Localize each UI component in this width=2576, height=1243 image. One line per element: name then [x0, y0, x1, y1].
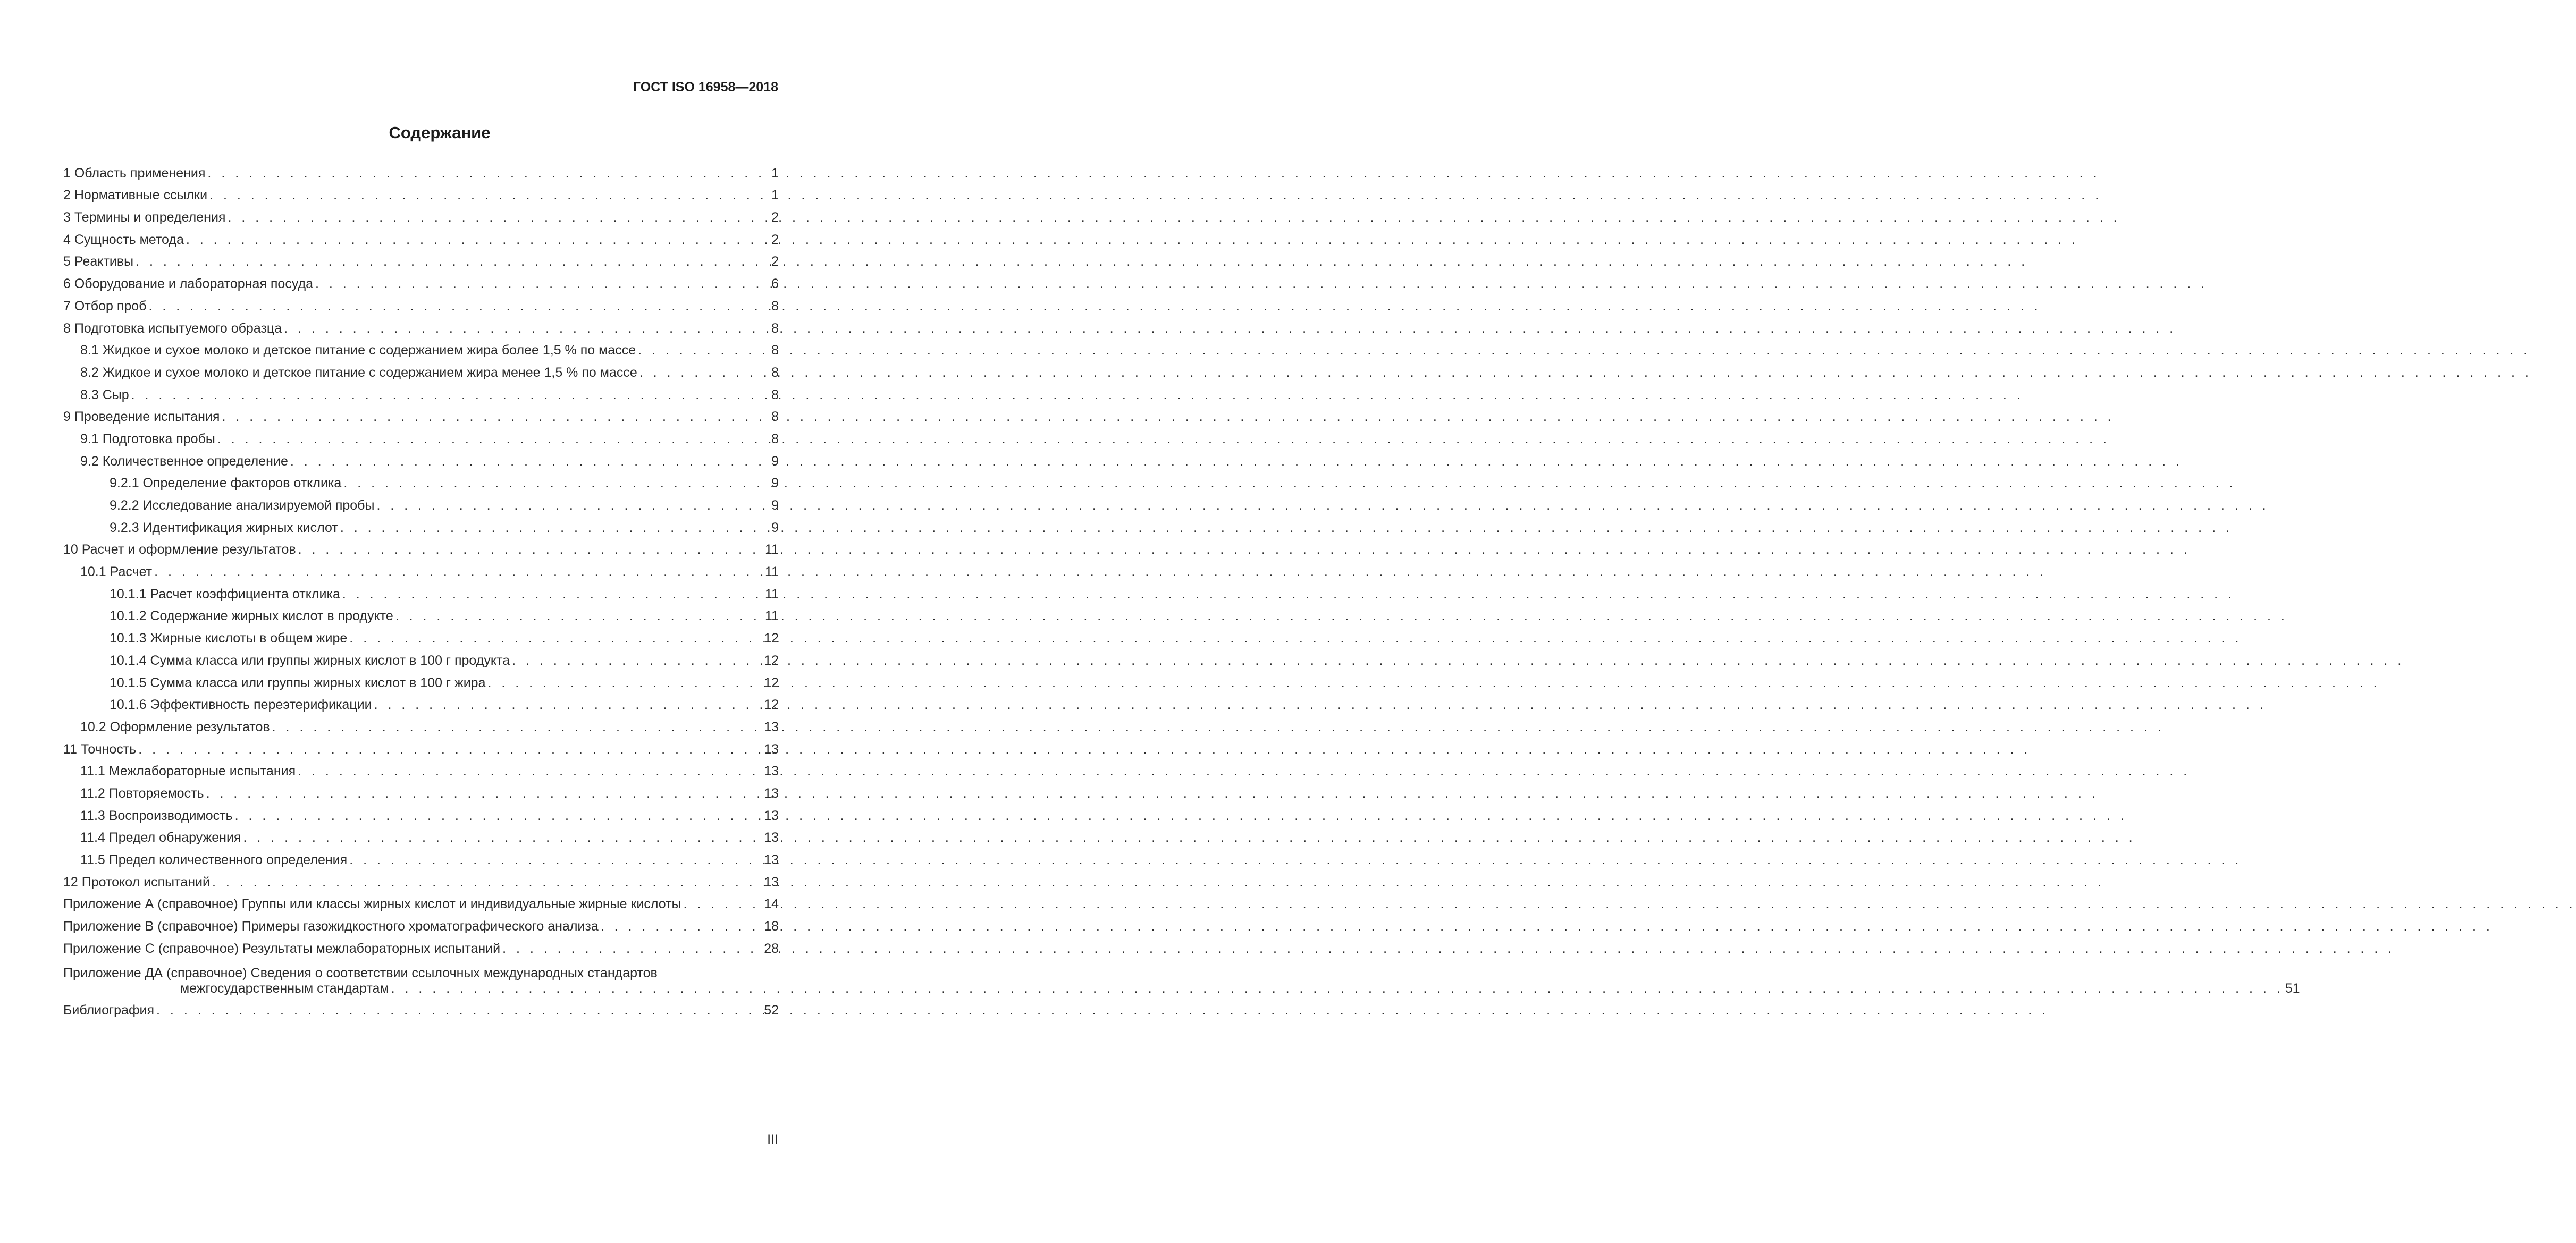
toc-entry[interactable] [63, 358, 779, 380]
toc-entry-page: 8 [771, 431, 779, 446]
toc-entry-page: 8 [771, 298, 779, 314]
leader-dots [272, 720, 763, 735]
toc-entry-page: 8 [771, 343, 779, 358]
toc-entry-page: 12 [764, 675, 779, 690]
toc-entry[interactable] [63, 248, 779, 270]
leader-dots [298, 764, 762, 779]
leader-dots [206, 786, 763, 801]
toc-entry-page: 9 [771, 520, 779, 535]
toc-entry-title: 9.2 Количественное определение [80, 453, 288, 469]
toc-entry-title: 7 Отбор проб [63, 298, 147, 314]
toc-entry-page: 1 [771, 165, 779, 181]
leader-dots [148, 299, 765, 314]
toc-entry-title: 10.1.5 Сумма класса или группы жирных кислот в 100 г жира [110, 675, 486, 690]
toc-entry-page: 28 [764, 941, 779, 956]
leader-dots [235, 808, 763, 824]
toc-entry[interactable] [63, 602, 779, 624]
leader-dots [315, 276, 765, 292]
toc-entry-page: 2 [771, 232, 779, 247]
toc-entry-title: 11.5 Предел количественного определения [80, 852, 348, 867]
toc-entry-title: 8.2 Жидкое и сухое молоко и детское питание с содержанием жира менее 1,5 % по массе [80, 365, 637, 380]
toc-entry-page: 12 [764, 631, 779, 646]
leader-dots [343, 476, 765, 491]
leader-dots [228, 210, 765, 225]
leader-dots [395, 608, 763, 624]
toc-entry[interactable] [63, 735, 779, 757]
toc-entry[interactable] [63, 713, 779, 735]
toc-entry[interactable] [63, 996, 779, 1019]
toc-entry[interactable] [63, 868, 779, 890]
leader-dots [209, 188, 765, 203]
leader-dots [349, 631, 762, 646]
toc-entry-title: 12 Протокол испытаний [63, 874, 210, 890]
toc-entry-page: 13 [764, 852, 779, 867]
leader-dots [154, 564, 763, 580]
toc-entry[interactable] [63, 779, 779, 801]
toc-entry-page: 9 [771, 453, 779, 469]
toc-entry[interactable] [63, 691, 779, 713]
toc-entry-page: 13 [764, 741, 779, 757]
toc-entry-title: 1 Область применения [63, 165, 206, 181]
toc-entry-title: 9 Проведение испытания [63, 409, 220, 425]
toc-entry[interactable] [63, 934, 779, 957]
toc-entry-title: 11.2 Повторяемость [80, 785, 204, 801]
leader-dots [284, 321, 765, 336]
leader-dots [298, 542, 763, 557]
toc-entry-page: 11 [765, 586, 779, 602]
leader-dots [186, 232, 765, 248]
toc-entry[interactable] [63, 890, 779, 912]
toc-entry[interactable] [63, 225, 779, 248]
leader-dots [138, 742, 762, 757]
toc-entry[interactable] [63, 269, 779, 292]
toc-entry[interactable] [63, 912, 779, 934]
leader-dots [638, 343, 765, 358]
toc-entry[interactable] [63, 447, 779, 469]
toc-entry-title: Приложение В (справочное) Примеры газожидкостного хроматографического анализа [63, 919, 599, 934]
toc-entry-title: 9.2.2 Исследование анализируемой пробы [110, 498, 375, 513]
toc-title: Содержание [389, 123, 491, 142]
toc-entry-page: 13 [764, 719, 779, 734]
toc-entry[interactable] [63, 403, 779, 425]
toc-entry-title: 9.2.1 Определение факторов отклика [110, 476, 342, 491]
toc-entry-title: 10.1.6 Эффективность переэтерификации [110, 697, 372, 713]
toc-entry-page: 52 [764, 1003, 779, 1018]
toc-entry[interactable] [63, 380, 779, 403]
toc-entry-page: 12 [764, 697, 779, 713]
toc-entry[interactable] [63, 624, 779, 646]
toc-entry-title: 9.2.3 Идентификация жирных кислот [110, 520, 338, 535]
toc-entry-title: 2 Нормативные ссылки [63, 188, 208, 203]
toc-entry[interactable] [63, 336, 779, 359]
toc-entry-title: 6 Оборудование и лабораторная посуда [63, 276, 313, 292]
toc-entry-title: 9.1 Подготовка пробы [80, 431, 215, 446]
toc-entry-page: 8 [771, 409, 779, 425]
toc-entry-page: 11 [765, 564, 779, 580]
toc-entry-page: 9 [771, 476, 779, 491]
toc-entry-title: Библиография [63, 1003, 155, 1018]
toc-entry-title: 10 Расчет и оформление результатов [63, 542, 296, 557]
toc-entry-page: 18 [764, 919, 779, 934]
toc-entry-title: 10.1.4 Сумма класса или группы жирных кислот в 100 г продукта [110, 653, 510, 668]
toc-entry-page: 9 [771, 498, 779, 513]
toc-entry-page: 8 [771, 387, 779, 402]
leader-dots [391, 981, 2284, 996]
toc-entry[interactable] [63, 536, 779, 558]
toc-entry[interactable] [63, 513, 779, 536]
toc-entry-title: 4 Сущность метода [63, 232, 184, 247]
leader-dots [156, 1003, 762, 1018]
toc-entry[interactable] [63, 425, 779, 447]
toc-entry-title: 5 Реактивы [63, 254, 134, 269]
toc-entry-page: 2 [771, 210, 779, 225]
toc-entry-title: 10.1.3 Жирные кислоты в общем жире [110, 631, 348, 646]
toc-entry-title: 11.3 Воспроизводимость [80, 808, 233, 823]
toc-entry-title: 11.1 Межлабораторные испытания [80, 764, 296, 779]
toc-entry[interactable] [63, 580, 779, 602]
leader-dots [639, 365, 765, 380]
toc-entry-page: 6 [771, 276, 779, 292]
toc-entry[interactable] [63, 845, 779, 868]
toc-entry[interactable] [63, 314, 779, 336]
toc-entry-title: 10.1 Расчет [80, 564, 153, 580]
toc-entry-page: 51 [2285, 980, 2300, 996]
toc-entry-page: 11 [765, 542, 779, 557]
leader-dots [342, 587, 763, 602]
toc-entry-page: 1 [771, 188, 779, 203]
leader-dots [131, 387, 765, 403]
toc-entry-title: 10.1.2 Содержание жирных кислот в продукте [110, 608, 393, 624]
leader-dots [340, 520, 765, 536]
toc-entry-title: 8.1 Жидкое и сухое молоко и детское питание с содержанием жира более 1,5 % по массе [80, 343, 636, 358]
toc-entry[interactable] [63, 801, 779, 824]
page-number: III [767, 1132, 778, 1147]
toc-entry[interactable] [63, 181, 779, 204]
toc-entry[interactable] [63, 491, 779, 513]
leader-dots [487, 675, 762, 691]
leader-dots [374, 697, 763, 713]
toc-entry[interactable] [63, 824, 779, 846]
leader-dots [502, 941, 762, 957]
leader-dots [290, 454, 765, 469]
toc-entry-title: 8.3 Сыр [80, 387, 129, 402]
toc-entry-title: 11 Точность [63, 741, 137, 757]
leader-dots [684, 897, 763, 912]
toc-entry[interactable] [63, 159, 779, 181]
toc-entry-page: 13 [764, 830, 779, 845]
leader-dots [376, 498, 765, 513]
toc-entry[interactable] [63, 669, 779, 691]
leader-dots [217, 432, 765, 447]
table-of-contents [63, 159, 2300, 1018]
leader-dots [136, 254, 765, 269]
toc-entry-page: 13 [764, 808, 779, 823]
toc-entry-title: 3 Термины и определения [63, 210, 226, 225]
leader-dots [243, 830, 762, 845]
toc-entry-page: 14 [764, 897, 779, 912]
toc-entry-title: Приложение С (справочное) Результаты межлабораторных испытаний [63, 941, 501, 956]
leader-dots [212, 875, 762, 890]
toc-entry[interactable] [63, 646, 779, 669]
document-code: ГОСТ ISO 16958—2018 [633, 80, 778, 95]
toc-entry-title: 11.4 Предел обнаружения [80, 830, 241, 845]
leader-dots [222, 409, 765, 425]
leader-dots [207, 166, 765, 181]
toc-entry-title: 10.1.1 Расчет коэффициента отклика [110, 586, 340, 602]
leader-dots [601, 919, 762, 934]
toc-entry[interactable] [63, 292, 779, 314]
toc-entry-page: 8 [771, 365, 779, 380]
leader-dots [349, 852, 762, 868]
toc-entry-title: Приложение ДА (справочное) Сведения о соответствии ссылочных международных стандартов [63, 965, 658, 980]
toc-entry-page: 2 [771, 254, 779, 269]
toc-entry-page: 11 [765, 608, 779, 624]
toc-entry-page: 13 [764, 874, 779, 890]
toc-entry-page: 8 [771, 320, 779, 336]
toc-entry[interactable] [63, 757, 779, 780]
toc-entry[interactable] [63, 557, 779, 580]
toc-entry[interactable] [63, 957, 2300, 996]
toc-entry-title: 10.2 Оформление результатов [80, 719, 270, 734]
toc-entry-page: 13 [764, 785, 779, 801]
toc-entry-page: 13 [764, 764, 779, 779]
toc-entry-page: 12 [764, 653, 779, 668]
toc-entry-title: Приложение А (справочное) Группы или классы жирных кислот и индивидуальные жирные кислоты [63, 897, 681, 912]
toc-entry[interactable] [63, 203, 779, 225]
leader-dots [512, 653, 762, 669]
toc-entry[interactable] [63, 469, 779, 492]
toc-entry-title: 8 Подготовка испытуемого образца [63, 320, 282, 336]
toc-entry-title-continuation: межгосударственным стандартам [180, 980, 389, 996]
